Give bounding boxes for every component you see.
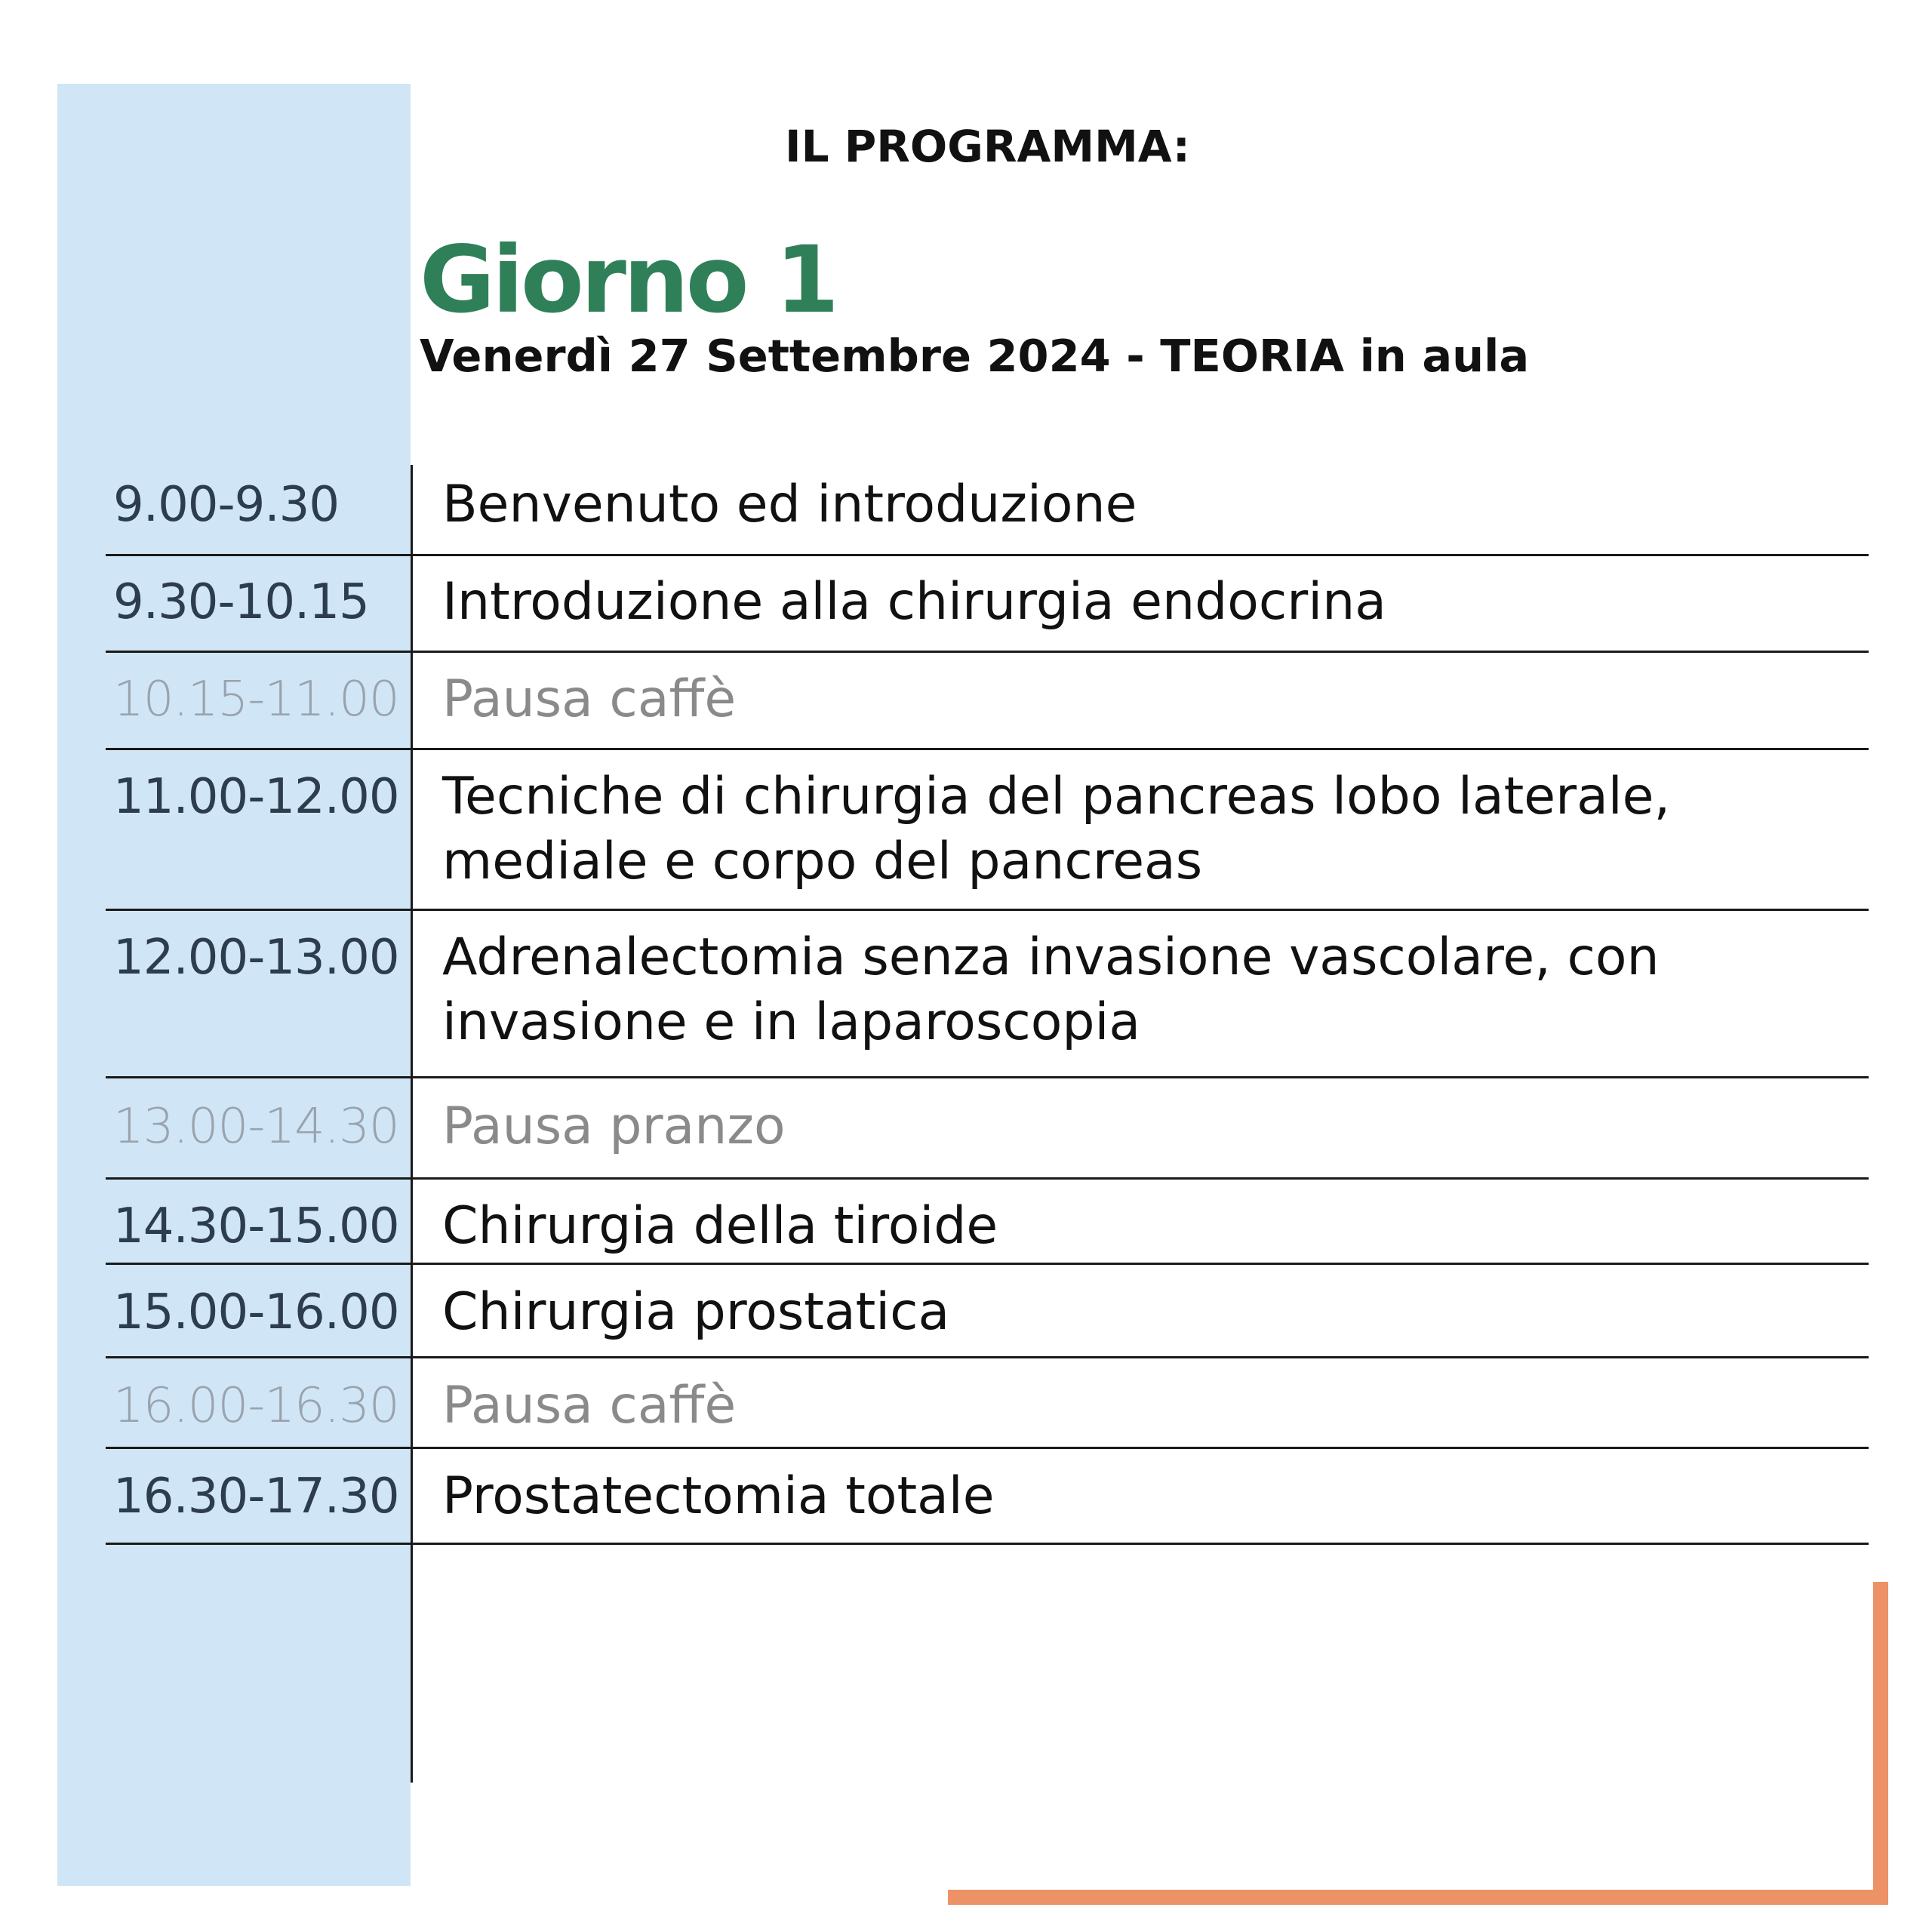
schedule-topic: Pausa caffè: [442, 1376, 737, 1435]
schedule-time: 15.00-16.00: [113, 1284, 399, 1340]
column-divider: [411, 465, 413, 1783]
row-separator: [106, 1543, 1869, 1545]
row-separator: [106, 651, 1869, 653]
schedule-topic: Pausa caffè: [442, 669, 737, 729]
schedule-topic: Chirurgia prostatica: [442, 1282, 950, 1342]
schedule-topic: Pausa pranzo: [442, 1097, 786, 1156]
accent-corner-vertical: [1873, 1582, 1888, 1905]
schedule-time: 16.00-16.30: [113, 1378, 399, 1434]
schedule-topic: Chirurgia della tiroide: [442, 1196, 998, 1256]
schedule-topic: Prostatectomia totale: [442, 1466, 995, 1526]
row-separator: [106, 1076, 1869, 1078]
day-subtitle: Venerdì 27 Settembre 2024 - TEORIA in aula: [420, 330, 1530, 382]
schedule-time: 13.00-14.30: [113, 1099, 399, 1155]
schedule-topic: Benvenuto ed introduzione: [442, 475, 1137, 534]
schedule-time: 12.00-13.00: [113, 930, 399, 986]
schedule-time: 16.30-17.30: [113, 1469, 399, 1524]
row-separator: [106, 748, 1869, 750]
schedule-time: 14.30-15.00: [113, 1198, 399, 1254]
schedule-topic: Introduzione alla chirurgia endocrina: [442, 572, 1386, 632]
program-heading: IL PROGRAMMA:: [785, 121, 1190, 172]
row-separator: [106, 909, 1869, 911]
schedule-time: 9.30-10.15: [113, 574, 369, 630]
day-title: Giorno 1: [420, 226, 836, 334]
row-separator: [106, 1263, 1869, 1265]
row-separator: [106, 1177, 1869, 1180]
row-separator: [106, 1356, 1869, 1358]
schedule-time: 10.15-11.00: [113, 672, 399, 728]
schedule-topic: Tecniche di chirurgia del pancreas lobo laterale, mediale e corpo del pancreas: [442, 767, 1671, 891]
schedule-topic: Adrenalectomia senza invasione vascolare, con invasione e in laparoscopia: [442, 928, 1660, 1052]
schedule-time: 9.00-9.30: [113, 477, 340, 533]
schedule-time: 11.00-12.00: [113, 769, 399, 825]
row-separator: [106, 554, 1869, 556]
accent-corner-horizontal: [948, 1890, 1888, 1905]
row-separator: [106, 1447, 1869, 1449]
